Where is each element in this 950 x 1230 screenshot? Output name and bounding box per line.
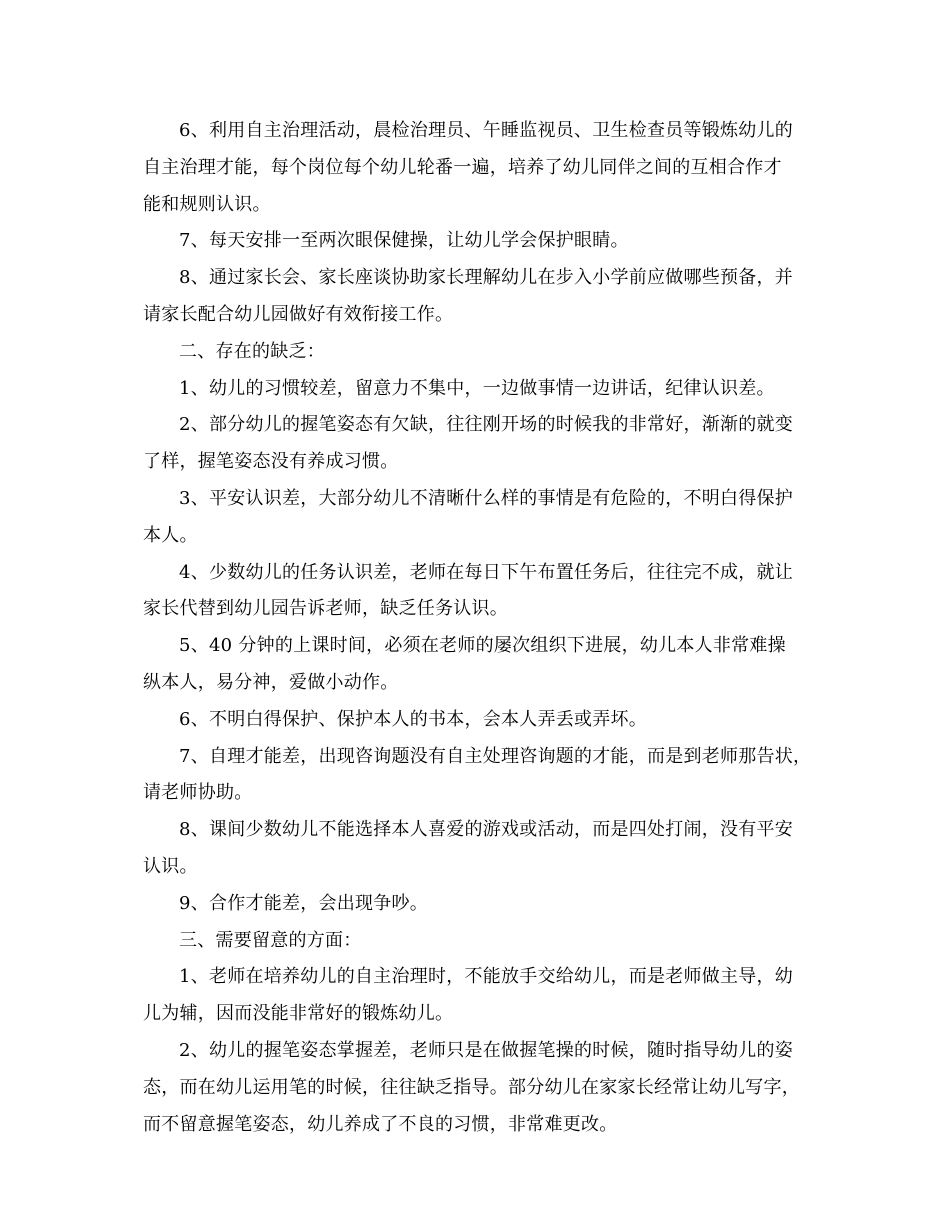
paragraph-n1	[143, 959, 807, 1033]
text-line: 2、幼儿的握笔姿态掌握差，老师只是在做握笔操的时候，随时指导幼儿的姿	[179, 1039, 793, 1061]
text-line: 能和规则认识。	[143, 193, 271, 215]
paragraph-d6	[143, 702, 807, 739]
text-line: 8、课间少数幼儿不能选择本人喜爱的游戏或活动，而是四处打闹，没有平安	[179, 819, 793, 841]
paragraph-h2	[143, 334, 807, 371]
text-line: 1、幼儿的习惯较差，留意力不集中，一边做事情一边讲话，纪律认识差。	[179, 377, 775, 399]
document-body	[143, 113, 812, 1143]
paragraph-d1	[143, 371, 807, 408]
paragraph-d5	[143, 628, 807, 702]
paragraph-p7	[143, 223, 807, 260]
paragraph-d7	[143, 739, 812, 813]
text-line: 态，而在幼儿运用笔的时候，往往缺乏指导。部分幼儿在家家长经常让幼儿写字，	[143, 1076, 800, 1098]
text-line: 2、部分幼儿的握笔姿态有欠缺，往往刚开场的时候我的非常好，渐渐的就变	[179, 414, 793, 436]
text-line: 7、每天安排一至两次眼保健操，让幼儿学会保护眼睛。	[179, 230, 629, 252]
text-line: 5、40 分钟的上课时间，必须在老师的屡次组织下进展，幼儿本人非常难操	[179, 635, 786, 657]
text-line: 儿为辅，因而没能非常好的锻炼幼儿。	[143, 1003, 454, 1025]
text-line: 6、利用自主治理活动，晨检治理员、午睡监视员、卫生检查员等锻炼幼儿的	[179, 120, 793, 141]
paragraph-p6	[143, 113, 807, 223]
text-line: 而不留意握笔姿态，幼儿养成了不良的习惯，非常难更改。	[143, 1113, 618, 1135]
paragraph-h3	[143, 923, 807, 960]
text-line: 本人。	[143, 524, 198, 546]
text-line: 7、自理才能差，出现咨询题没有自主处理咨询题的才能，而是到老师那告状，	[179, 745, 812, 767]
paragraph-n2	[143, 1033, 807, 1143]
text-line: 三、需要留意的方面：	[179, 929, 362, 951]
text-line: 4、少数幼儿的任务认识差，老师在每日下午布置任务后，往往完不成，就让	[179, 561, 793, 583]
paragraph-d3	[143, 481, 807, 555]
text-line: 二、存在的缺乏：	[179, 340, 325, 362]
text-line: 3、平安认识差，大部分幼儿不清晰什么样的事情是有危险的，不明白得保护	[179, 487, 793, 509]
text-line: 6、不明白得保护、保护本人的书本，会本人弄丢或弄坏。	[179, 708, 647, 730]
text-line: 家长代替到幼儿园告诉老师，缺乏任务认识。	[143, 598, 508, 620]
text-line: 了样，握笔姿态没有养成习惯。	[143, 451, 399, 473]
text-line: 8、通过家长会、家长座谈协助家长理解幼儿在步入小学前应做哪些预备，并	[179, 267, 793, 289]
text-line: 自主治理才能，每个岗位每个幼儿轮番一遍，培养了幼儿同伴之间的互相合作才	[143, 156, 782, 178]
paragraph-d4	[143, 555, 807, 629]
text-line: 纵本人，易分神，爱做小动作。	[143, 671, 399, 693]
paragraph-d9	[143, 886, 807, 923]
text-line: 9、合作才能差，会出现争吵。	[179, 892, 428, 914]
text-line: 请家长配合幼儿园做好有效衔接工作。	[143, 303, 454, 325]
paragraph-d2	[143, 407, 807, 481]
text-line: 1、老师在培养幼儿的自主治理时，不能放手交给幼儿，而是老师做主导，幼	[179, 966, 793, 988]
text-line: 认识。	[143, 855, 198, 877]
paragraph-d8	[143, 812, 807, 886]
paragraph-p8	[143, 260, 807, 334]
text-line: 请老师协助。	[143, 782, 253, 804]
